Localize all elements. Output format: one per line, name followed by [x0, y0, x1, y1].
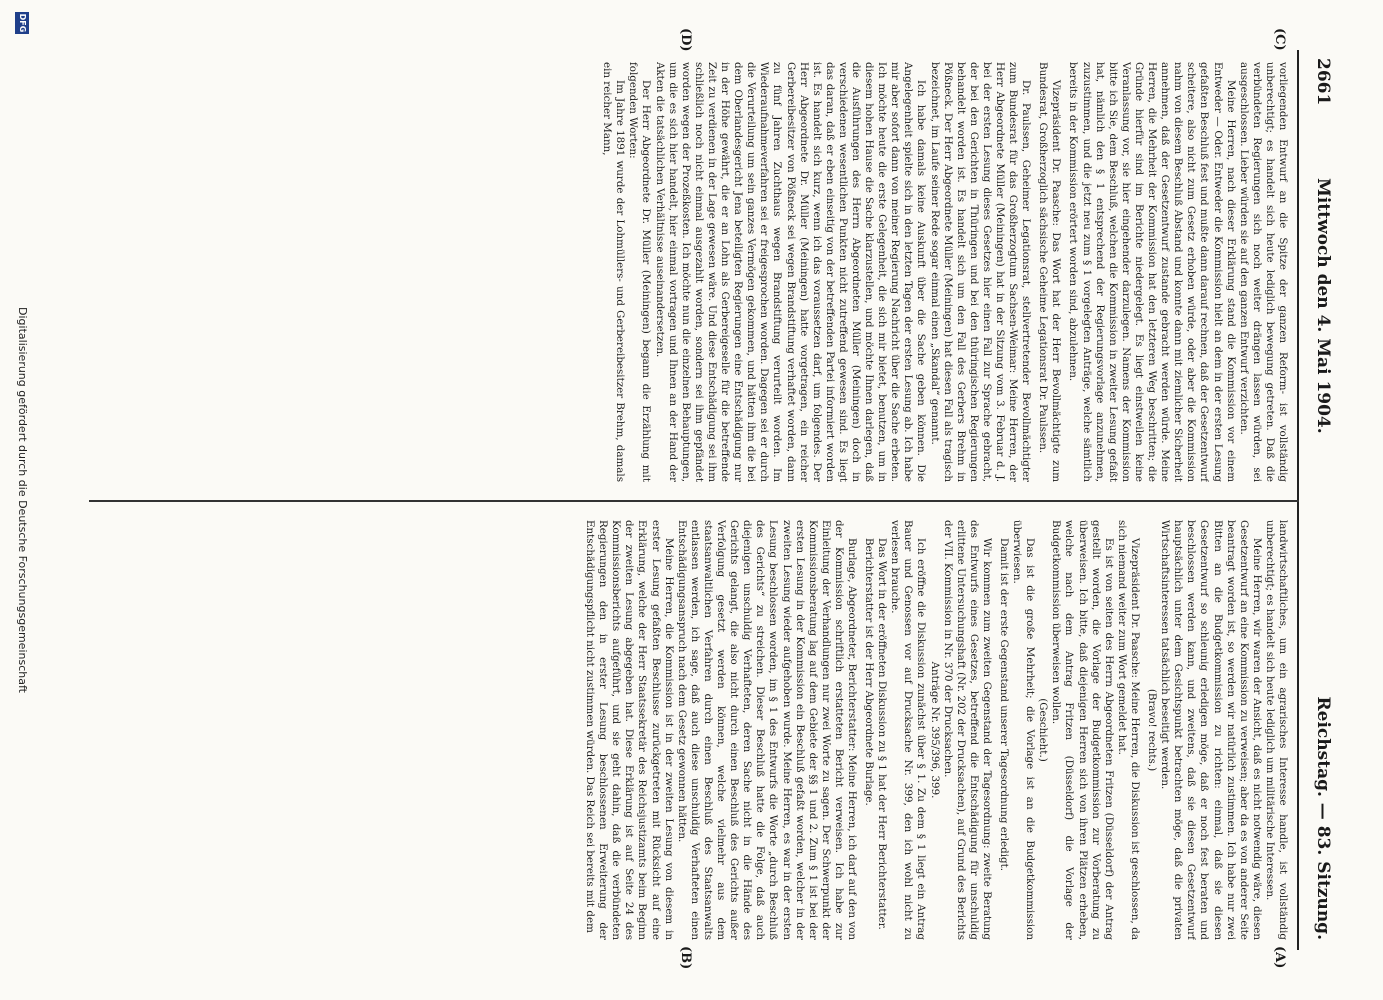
paragraph: Berichterstatter ist der Herr Abgeordnete Burlage. — [863, 538, 876, 806]
page-number: 2661 — [1313, 58, 1333, 106]
header-date: Mittwoch den 4. Mai 1904. — [1313, 178, 1333, 434]
paragraph: Im Jahre 1891 wurde der Lohmüllers- und Gerbereibesitzer Brehm, damals ein reicher Mann, — [601, 62, 627, 482]
paragraph: Meine Herren, nach dieser Erklärung stand die Kommission vor einem Entweder — Oder. Entweder die Kommission hielt an dem in der ersten Lesung gefaßten Beschluß fest und mußte dann darauf rechnen, daß der Gesetzentwurf scheitere, also nicht zum Gesetz erhoben würde, oder aber die Kommission nahm von diesem Beschluß Abstand und konnte dann mit ziemlicher Sicherheit annehmen, daß der Gesetzentwurf zustande gebracht werden würde. Meine Herren, die Mehrheit der Kommission hat den letzteren Weg beschritten; die Gründe hierfür sind im Berichte niedergelegt. Es liegt einstweilen keine Veranlassung vor, sie hier eingehender darzulegen. Namens der Kommission bitte ich Sie, dem Beschluß, welchen die Kommission in zweiter Lesung gefaßt hat, nämlich den § 1 entsprechend der Regierungsvorlage anzunehmen, zuzustimmen, und die jetzt neu zum § 1 vorgelegten Anträge, welche sämtlich bereits in der Kommission erörtert worden sind, abzulehnen. — [1067, 62, 1237, 482]
paragraph: Das Wort in der eröffneten Diskussion zu § 1 hat der Herr Berichterstatter. — [876, 538, 889, 930]
margin-mark-b: (B) — [678, 946, 693, 970]
paragraph: Das ist die große Mehrheit; die Vorlage ist an die Budgetkommission überwiesen. — [1011, 520, 1037, 940]
page-header — [1297, 50, 1343, 950]
paragraph: Meine Herren, die Kommission ist in der zweiten Lesung von diesem in erster Lesung gefaßten Beschlusse zurückgetreten mit Rücksicht auf eine Erklärung, welche der Herr Staatssekretär des Reichsjustizamts beim Beginn der zweiten Lesung abgegeben hat. Diese Erklärung ist auf Seite 24 des Kommissionsberichts aufgeführt, und sie geht dahin, daß die verbündeten Regierungen den in erster Lesung beschlossenen Erweiterung der Entschädigungspflicht nicht zustimmen würden. Das Reich sei bereits mit dem — [584, 520, 675, 940]
paragraph: Es ist von seiten des Herrn Abgeordneten Fritzen (Düsseldorf) der Antrag gestellt worden, die Vorlage der Budgetkommission zur Vorberatung zu überweisen. Ich bitte, daß diejenigen Herren sich von ihren Plätzen erheben, welche nach dem Antrag Fritzen (Düsseldorf) die Vorlage der Budgetkommission überweisen wollen. — [1050, 520, 1115, 940]
margin-mark-c: (C) — [1272, 28, 1287, 51]
paragraph: Wir kommen zum zweiten Gegenstand der Tagesordnung: zweite Beratung des Entwurfs eines Gesetzes, betreffend die Entschädigung für unschuldig erlittene Untersuchungshaft (Nr. 202 der Drucksachen), auf Grund des Berichts der VII. Kommission in Nr. 370 der Drucksachen. — [941, 520, 993, 940]
dfg-logo: DFG — [15, 12, 29, 34]
paragraph: vorliegenden Entwurf an die Spitze der ganzen Reform- ist vollständig unberechtigt; es handelt sich heute lediglich bewegung getreten. Daß die verbündeten Regierungen sich noch weiter drängen lassen würden, sei ausgeschlossen. Lieber würden sie auf den ganzen Entwurf verzichten. — [1237, 62, 1289, 482]
paragraph: Meine Herren, wir waren der Ansicht, daß es nicht notwendig wäre, diesen Gesetzentwurf an eine Kommission zu verweisen; aber da es von anderer Seite beantragt worden ist, so werden wir natürlich zustimmen. Ich habe nur zwei Bitten an die Budgetkommission zu richten: einmal, daß sie diesen Gesetzentwurf so schleunig erledigen möge, daß er noch fest beraten und beschlossen werden kann, und zweitens, daß sie diesen Gesetzentwurf hauptsächlich unter dem Gesichtspunkt betrachten möge, daß die privaten Wirtschaftsinteressen tatsächlich beseitigt werden. — [1159, 520, 1263, 940]
interjection: (Bravo! rechts.) — [1146, 688, 1159, 772]
paragraph: Vizepräsident Dr. Paasche: Meine Herren, die Diskussion ist geschlossen, da sich niemand weiter zum Wort gemeldet hat. — [1115, 520, 1141, 940]
margin-mark-d: (D) — [678, 28, 693, 52]
digitization-credit: Digitalisierung gefördert durch die Deutsche Forschungsgemeinschaft — [16, 307, 29, 693]
header-session: Reichstag. — 83. Sitzung. — [1313, 696, 1333, 940]
paragraph: landwirtschaftliches, um ein agrarisches Interesse handle, ist vollständig unberechtigt; es handelt sich heute lediglich um militärische Interessen. — [1263, 520, 1289, 940]
right-column — [93, 520, 1289, 940]
left-column — [93, 62, 1289, 482]
column-divider — [89, 500, 1299, 502]
paragraph: Damit ist der erste Gegenstand unserer Tagesordnung erledigt. — [998, 538, 1011, 872]
paragraph: Anträge Nr. 395/396, 399. — [928, 661, 941, 799]
paragraph: Vizepräsident Dr. Paasche: Das Wort hat der Herr Bevollmächtigte zum Bundesrat, Großherzoglich sächsische Geheime Legationsrat Dr. Paulssen. — [1037, 62, 1063, 482]
paragraph: Der Herr Abgeordnete Dr. Müller (Meiningen) begann die Erzählung mit folgenden Worten: — [627, 62, 653, 482]
interjection: (Geschieht.) — [1037, 698, 1050, 762]
paragraph: Burlage, Abgeordneter, Berichterstatter: Meine Herren, ich darf auf den von der Kommission schriftlich erstatteten Bericht verweisen. Ich habe zur Einleitung der Verhandlungen nur zwei Worte zu sagen. Der Schwerpunkt der Kommissionsberatung lag auf dem Gebiete der §§ 1 und 2. Zum § 1 ist bei der ersten Lesung in der Kommission ein Beschluß gefaßt worden, welcher in der zweiten Lesung wieder aufgehoben wurde. Meine Herren, es war in der ersten Lesung beschlossen worden, im § 1 des Entwurfs die Worte „durch Beschluß des Gerichts“ zu streichen. Dieser Beschluß hatte die Folge, daß auch diejenigen unschuldig Verhafteten, deren Sache nicht in die Hände des Gerichts gelangt, die also nicht durch einen Beschluß des Gerichts außer Verfolgung gesetzt werden können, welche vielmehr aus dem staatsanwaltlichen Verfahren durch einen Beschluß des Staatsanwalts entlassen werden, ich sage, daß auch diese unschuldig Verhafteten einen Entschädigungsanspruch nach dem Gesetz gewonnen hätten. — [675, 520, 858, 940]
paragraph: Dr. Paulssen, Geheimer Legationsrat, stellvertretender Bevollmächtigter zum Bundesrat für das Großherzogtum Sachsen-Weimar: Meine Herren, der Herr Abgeordnete Müller (Meiningen) hat in der Sitzung vom 3. Februar d. J. bei der ersten Lesung dieses Gesetzes hier einen Fall zur Sprache gebracht, der bei den Gerichten in Thüringen und bei den thüringischen Regierungen behandelt worden ist. Es handelt sich um den Fall des Gerbers Brehm in Pößneck. Der Herr Abgeordnete Müller (Meiningen) hat diesen Fall als tragisch bezeichnet, im Laufe seiner Rede sogar einmal einen „Skandal“ genannt. — [928, 62, 1033, 482]
paragraph: Ich eröffne die Diskussion zunächst über § 1. Zu dem § 1 liegt ein Antrag Bauer und Genossen vor auf Drucksache Nr. 399, den ich wohl nicht zu verlesen brauche. — [889, 520, 928, 940]
paragraph: Ich habe damals keine Auskunft über die Sache geben können. Die Angelegenheit spielte sich in den letzten Tagen der ersten Lesung ab. Ich habe mir aber sofort dann von meiner Regierung Nachricht über die Sache erbeten. Ich möchte heute die erste Gelegenheit, die sich mir bietet, benutzen, um in diesem hohen Hause die Sache klarzustellen, und möchte Ihnen darlegen, daß die Ausführungen des Herrn Abgeordneten Müller (Meiningen) doch in verschiedenen wesentlichen Punkten nicht zutreffend gewesen sind. Es liegt das daran, daß er eben einseitig von der betreffenden Partei informiert worden ist. Es handelt sich kurz, wenn ich das voraussetzen darf, um folgendes. Der Herr Abgeordnete Dr. Müller (Meiningen) hatte vorgetragen, ein reicher Gerbereibesitzer von Pößneck sei wegen Brandstiftung verhaftet worden, dann zu fünf Jahren Zuchthaus wegen Brandstiftung verurteilt worden. Im Wiederaufnahmeverfahren sei er freigesprochen worden. Dagegen sei er durch die Verurteilung um sein ganzes Vermögen gekommen, und hätten ihm die bei dem Oberlandesgericht Jena beteiligten Regierungen eine Entschädigung nur in der Höhe gewährt, die er an Lohn als Gerbereigeselle für die betreffende Zeit zu verdienen in der Lage gewesen wäre. Und diese Entschädigung sei ihm schließlich noch nicht einmal ausgezahlt worden, sondern sei ihm gepfändet worden wegen der Prozeßkosten. Ich möchte nun die einzelnen Behauptungen, um die es sich hier handelt, hier einmal vortragen und Ihnen an der Hand der Akten die tatsächlichen Verhältnisse auseinandersetzen. — [653, 62, 928, 482]
margin-mark-a: (A) — [1272, 946, 1287, 969]
